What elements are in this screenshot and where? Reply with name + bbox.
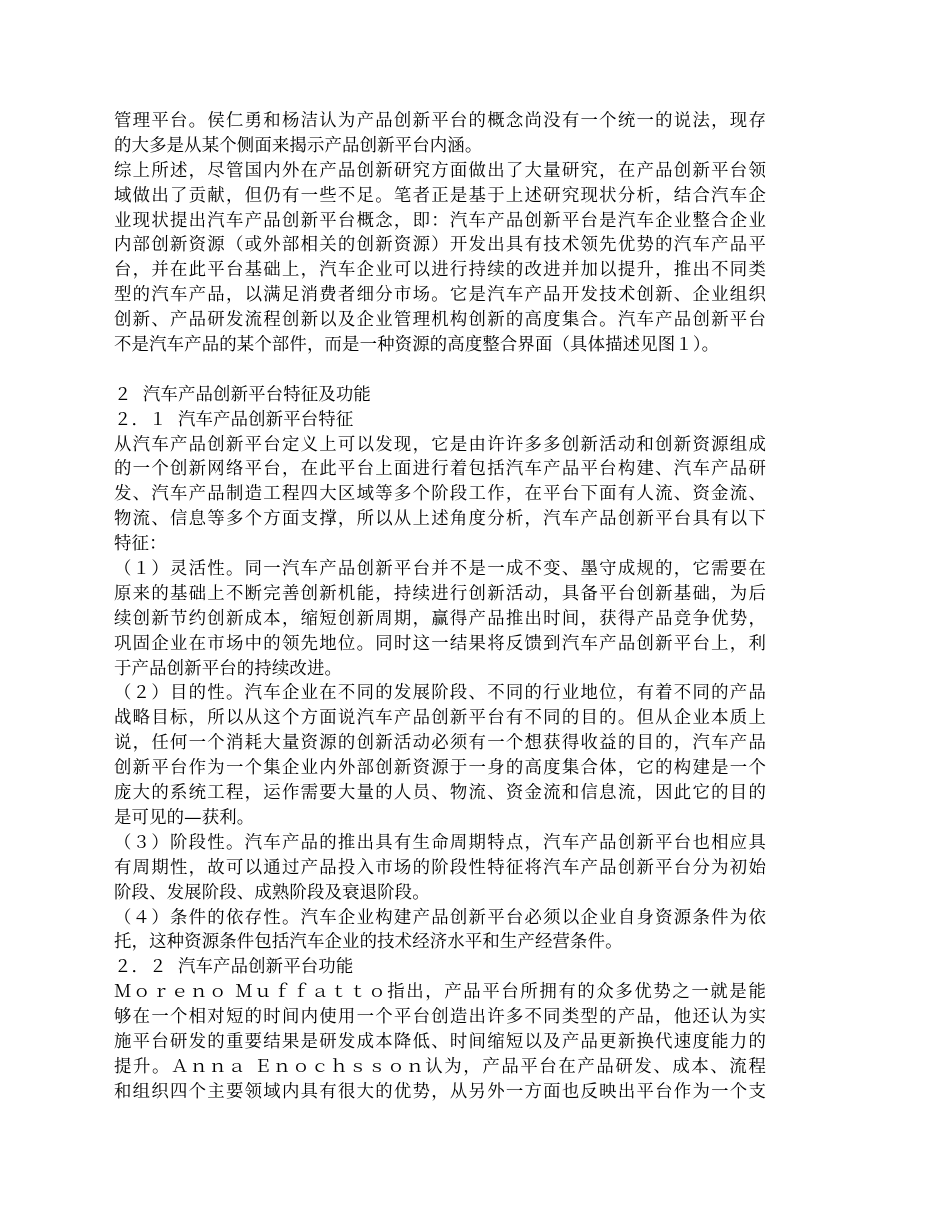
text-line: 创新平台作为一个集企业内外部创新资源于一身的高度集合体，它的构建是一个 [114, 758, 766, 779]
text-line: 物流、信息等多个方面支撑，所以从上述角度分析，汽车产品创新平台具有以下 [114, 509, 766, 530]
text-line: （２）目的性。汽车企业在不同的发展阶段、不同的行业地位，有着不同的产品 [114, 683, 766, 704]
text-line: （３）阶段性。汽车产品的推出具有生命周期特点，汽车产品创新平台也相应具 [114, 832, 766, 853]
document-page [114, 109, 766, 1105]
text-line: 于产品创新平台的持续改进。 [114, 658, 343, 679]
text-line: 施平台研发的重要结果是研发成本降低、时间缩短以及产品更新换代速度能力的 [114, 1031, 766, 1052]
subsection-heading: ２．１ 汽车产品创新平台特征 [114, 409, 354, 430]
text-line: 是可见的—获利。 [114, 807, 255, 828]
text-line: 从汽车产品创新平台定义上可以发现，它是由许许多多创新活动和创新资源组成 [114, 434, 766, 455]
section-heading: ２ 汽车产品创新平台特征及功能 [114, 384, 371, 405]
text-line: （１）灵活性。同一汽车产品创新平台并不是一成不变、墨守成规的，它需要在 [114, 559, 766, 580]
text-line: 域做出了贡献，但仍有一些不足。笔者正是基于上述研究现状分析，结合汽车企 [114, 185, 766, 206]
subsection-heading: ２．２ 汽车产品创新平台功能 [114, 957, 354, 978]
text-line: 巩固企业在市场中的领先地位。同时这一结果将反馈到汽车产品创新平台上，利 [114, 633, 766, 654]
text-line: 说，任何一个消耗大量资源的创新活动必须有一个想获得收益的目的，汽车产品 [114, 733, 766, 754]
text-line: 的大多是从某个侧面来揭示产品创新平台内涵。 [114, 135, 483, 156]
text-line: 不是汽车产品的某个部件，而是一种资源的高度整合界面（具体描述见图１）。 [114, 335, 720, 356]
text-line: 综上所述，尽管国内外在产品创新研究方面做出了大量研究，在产品创新平台领 [114, 160, 766, 181]
text-line: 战略目标，所以从这个方面说汽车产品创新平台有不同的目的。但从企业本质上 [114, 708, 766, 729]
text-line: 庞大的系统工程，运作需要大量的人员、物流、资金流和信息流，因此它的目的 [114, 783, 766, 804]
text-line: 特征： [114, 534, 167, 555]
text-line: 业现状提出汽车产品创新平台概念，即：汽车产品创新平台是汽车企业整合企业 [114, 210, 766, 231]
text-line: （４）条件的依存性。汽车企业构建产品创新平台必须以企业自身资源条件为依 [114, 907, 766, 928]
text-line: 的一个创新网络平台，在此平台上面进行着包括汽车产品平台构建、汽车产品研 [114, 459, 766, 480]
blank-line [114, 358, 766, 383]
text-line: 内部创新资源（或外部相关的创新资源）开发出具有技术领先优势的汽车产品平 [114, 235, 766, 256]
text-line: 有周期性，故可以通过产品投入市场的阶段性特征将汽车产品创新平台分为初始 [114, 857, 766, 878]
text-line: 阶段、发展阶段、成熟阶段及衰退阶段。 [114, 882, 430, 903]
text-line: Ｍｏｒｅｎｏ Ｍｕｆｆａｔｔｏ指出，产品平台所拥有的众多优势之一就是能 [114, 982, 766, 1003]
text-line: 型的汽车产品，以满足消费者细分市场。它是汽车产品开发技术创新、企业组织 [114, 285, 766, 306]
text-line: 续创新节约创新成本，缩短创新周期，赢得产品推出时间，获得产品竞争优势， [114, 608, 766, 629]
text-line: 提升。Ａｎｎａ Ｅｎｏｃｈｓｓｏｎ认为，产品平台在产品研发、成本、流程 [114, 1056, 766, 1077]
text-line: 发、汽车产品制造工程四大区域等多个阶段工作，在平台下面有人流、资金流、 [114, 484, 766, 505]
text-line: 托，这种资源条件包括汽车企业的技术经济水平和生产经营条件。 [114, 932, 623, 953]
text-line: 创新、产品研发流程创新以及企业管理机构创新的高度集合。汽车产品创新平台 [114, 310, 766, 331]
text-line: 管理平台。侯仁勇和杨洁认为产品创新平台的概念尚没有一个统一的说法，现存 [114, 111, 766, 131]
text-line: 够在一个相对短的时间内使用一个平台创造出许多不同类型的产品，他还认为实 [114, 1007, 766, 1028]
text-line: 原来的基础上不断完善创新机能，持续进行创新活动，具备平台创新基础，为后 [114, 583, 766, 604]
text-line: 和组织四个主要领域内具有很大的优势，从另外一方面也反映出平台作为一个支 [114, 1081, 766, 1102]
text-line: 台，并在此平台基础上，汽车企业可以进行持续的改进并加以提升，推出不同类 [114, 260, 766, 281]
